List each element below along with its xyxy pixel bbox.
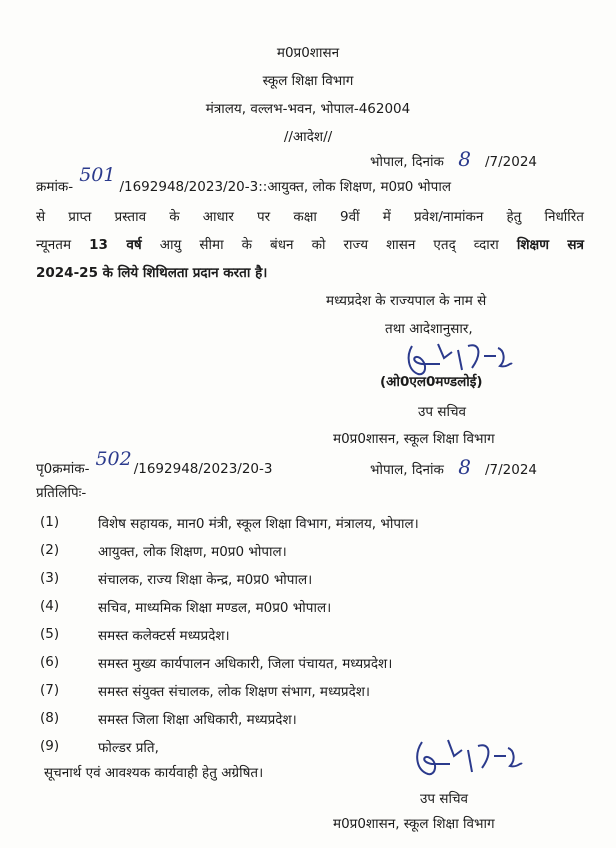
list-item-number: (3) bbox=[40, 570, 60, 586]
endorsement-number-line bbox=[36, 448, 273, 478]
order-number-label: क्रमांक- bbox=[36, 179, 74, 195]
order-place-label: भोपाल, दिनांक bbox=[370, 154, 444, 170]
governor-name-line: मध्यप्रदेश के राज्यपाल के नाम से bbox=[326, 293, 487, 309]
closing-line: सूचनार्थ एवं आवश्यक कार्यवाही हेतु अग्रेषित। bbox=[44, 765, 264, 781]
endorsement-number-label: पृ0क्रमांक- bbox=[36, 461, 90, 477]
copy-to-label: प्रतिलिपिः- bbox=[36, 485, 87, 501]
order-date-suffix: /7/2024 bbox=[484, 154, 537, 170]
session-label: शिक्षण सत्र bbox=[516, 237, 584, 253]
list-item-number: (6) bbox=[40, 654, 60, 670]
list-item: समस्त संयुक्त संचालक, लोक शिक्षण संभाग, मध्यप्रदेश। bbox=[98, 684, 371, 700]
order-number-handwritten: 501 bbox=[79, 164, 116, 186]
signature-2 bbox=[408, 732, 528, 784]
signatory-designation: उप सचिव bbox=[418, 404, 467, 420]
order-body-line-2: से प्राप्त प्रस्ताव के आधार पर कक्षा 9वीं में प्रवेश/नामांकन हेतु निर्धारित bbox=[36, 209, 584, 225]
list-item-number: (4) bbox=[40, 598, 60, 614]
by-order-line: तथा आदेशानुसार, bbox=[385, 321, 473, 337]
order-number-line bbox=[36, 164, 451, 196]
signatory-2-department: म0प्र0शासन, स्कूल शिक्षा विभाग bbox=[333, 816, 495, 832]
order-place-date bbox=[370, 147, 537, 171]
minimum-age: 13 वर्ष bbox=[89, 237, 142, 253]
list-item-number: (9) bbox=[40, 738, 60, 754]
list-item: विशेष सहायक, मान0 मंत्री, स्कूल शिक्षा विभाग, मंत्रालय, भोपाल। bbox=[98, 516, 419, 532]
header-department: स्कूल शिक्षा विभाग bbox=[262, 73, 354, 89]
list-item-number: (5) bbox=[40, 626, 60, 642]
order-number-reference: /1692948/2023/20-3::आयुक्त, लोक शिक्षण, म0प्र0 भोपाल bbox=[119, 179, 451, 195]
signatory-name: (ओ0एल0मण्डलोई) bbox=[380, 374, 483, 390]
header-order-title: //आदेश// bbox=[283, 129, 333, 145]
order-date-handwritten: 8 bbox=[458, 147, 471, 171]
endorsement-place-label: भोपाल, दिनांक bbox=[370, 462, 444, 478]
order-body-line-3: न्यूनतम 13 वर्ष आयु सीमा के बंधन को राज्य शासन एतद् व्दारा शिक्षण सत्र bbox=[36, 237, 584, 253]
header-government: म0प्र0शासन bbox=[276, 45, 340, 61]
endorsement-place-date bbox=[370, 455, 537, 479]
list-item-number: (1) bbox=[40, 514, 60, 530]
endorsement-number-reference: /1692948/2023/20-3 bbox=[133, 461, 273, 477]
list-item: सचिव, माध्यमिक शिक्षा मण्डल, म0प्र0 भोपाल। bbox=[98, 600, 332, 616]
header-address: मंत्रालय, वल्लभ-भवन, भोपाल-462004 bbox=[205, 101, 411, 117]
endorsement-date-suffix: /7/2024 bbox=[484, 462, 537, 478]
list-item: फोल्डर प्रति, bbox=[98, 740, 159, 756]
list-item-number: (8) bbox=[40, 710, 60, 726]
signatory-department: म0प्र0शासन, स्कूल शिक्षा विभाग bbox=[333, 431, 495, 447]
list-item: समस्त मुख्य कार्यपालन अधिकारी, जिला पंचायत, मध्यप्रदेश। bbox=[98, 656, 393, 672]
list-item: आयुक्त, लोक शिक्षण, म0प्र0 भोपाल। bbox=[98, 544, 287, 560]
list-item-number: (7) bbox=[40, 682, 60, 698]
list-item: समस्त कलेक्टर्स मध्यप्रदेश। bbox=[98, 628, 230, 644]
list-item-number: (2) bbox=[40, 542, 60, 558]
endorsement-number-handwritten: 502 bbox=[95, 448, 132, 470]
endorsement-date-handwritten: 8 bbox=[458, 455, 471, 479]
order-body-line-4: 2024-25 के लिये शिथिलता प्रदान करता है। bbox=[36, 265, 268, 281]
list-item: समस्त जिला शिक्षा अधिकारी, मध्यप्रदेश। bbox=[98, 712, 297, 728]
list-item: संचालक, राज्य शिक्षा केन्द्र, म0प्र0 भोपाल। bbox=[98, 572, 313, 588]
signatory-2-designation: उप सचिव bbox=[420, 791, 469, 807]
